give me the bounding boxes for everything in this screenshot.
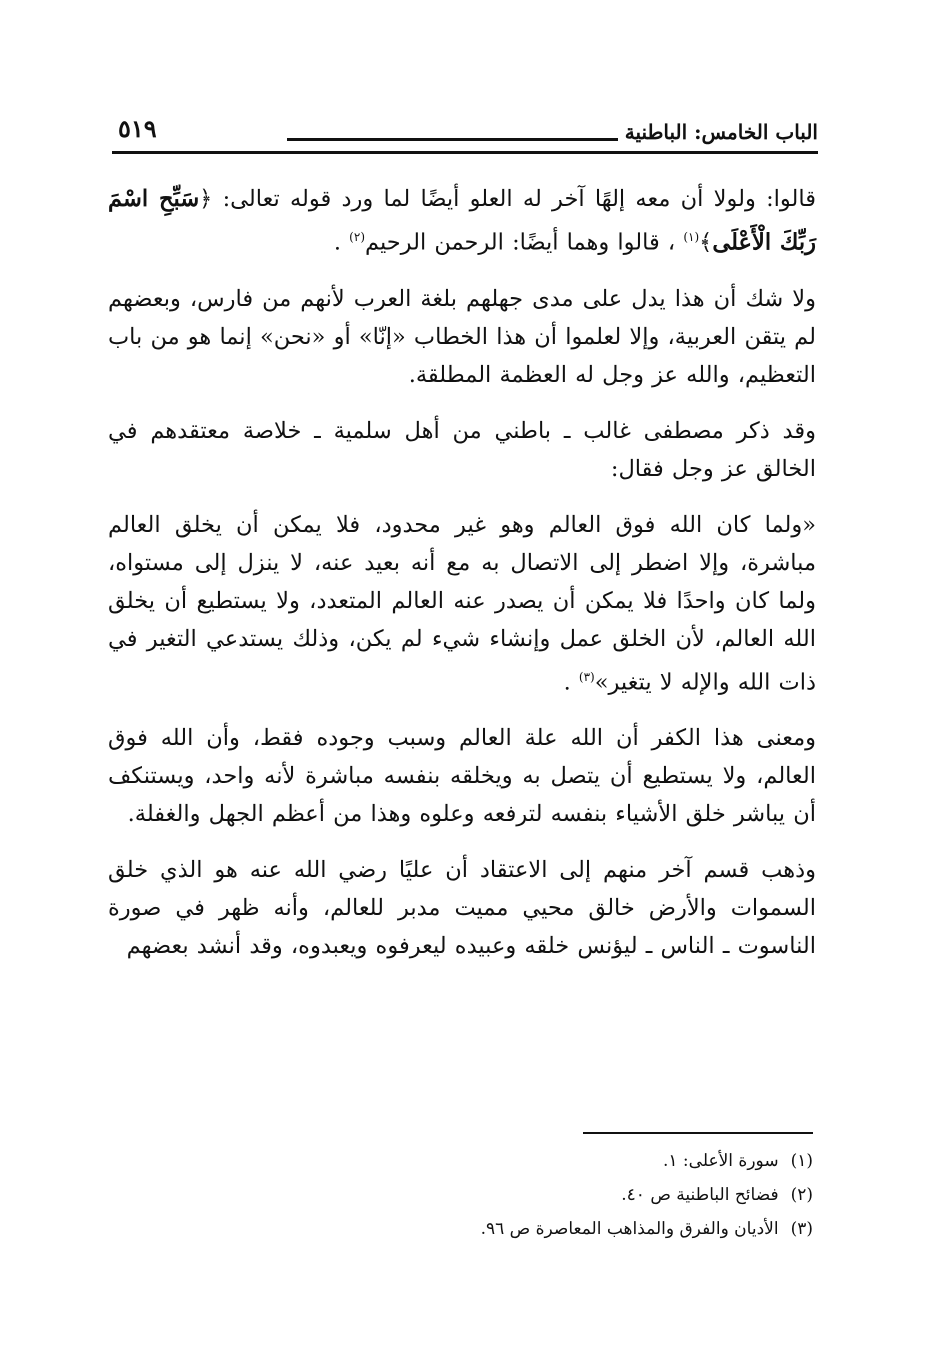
page-header (112, 108, 818, 154)
footnote-number: (٢) (790, 1185, 813, 1205)
footnote-number: (٣) (790, 1219, 813, 1239)
footnote-ref-1: (١) (683, 230, 700, 244)
chapter-title: الباب الخامس: الباطنية (624, 120, 818, 144)
quran-verse: سَبِّحِ اسْمَ رَبِّكَ الْأَعْلَى (108, 186, 816, 256)
paragraph-5: ومعنى هذا الكفر أن الله علة العالم وسبب وجوده فقط، وأن الله فوق العالم، ولا يستطيع أن يتصل به ويخلقه بنفسه مباشرة لأنه واحد، ويستنكف أن يباشر خلق الأشياء بنفسه لترفعه وعلوه وهذا من أعظم الجهل والغفلة. (108, 725, 816, 827)
page-number: ٥١٩ (118, 114, 157, 143)
paragraph-2: ولا شك أن هذا يدل على مدى جهلهم بلغة العرب لأنهم من فارس، وبعضهم لم يتقن العربية، وإلا لعلموا أن هذا الخطاب «إنّا» أو «نحن» إنما هو من باب التعظيم، والله عز وجل له العظمة المطلقة. (108, 285, 816, 388)
quran-bracket: ﴾ (699, 229, 713, 256)
quote-text: «ولما كان الله فوق العالم وهو غير محدود، فلا يمكن أن يخلق العالم مباشرة، وإلا اضطر إلى الاتصال به مع أنه بعيد عنه، لا ينزل إلى مستواه، ولما كان واحدًا فلا يمكن أن يصدر عنه العالم المتعدد، ولا يستطيع أن يخلق الله العالم، لأن الخلق عمل وإنشاء شيء لم يكن، وذلك يستدعي التغير في ذات الله والإله لا يتغير» (108, 511, 816, 695)
footnote-1 (313, 1144, 813, 1178)
paragraph-1 (108, 180, 816, 262)
footnote-text: سورة الأعلى: ١. (662, 1151, 779, 1171)
paragraph-6: وذهب قسم آخر منهم إلى الاعتقاد أن عليًا رضي الله عنه هو الذي خلق السموات والأرض خالق محيي مميت مدبر للعالم، وأنه ظهر في صورة الناسوت ـ الناس ـ ليؤنس خلقه وعبيده ليعرفوه ويعبدوه، وقد أنشد بعضهم (108, 857, 816, 959)
header-dash-line (287, 138, 618, 141)
paragraph-end: . (563, 669, 571, 695)
footnotes (313, 1144, 813, 1246)
main-text (108, 180, 816, 983)
paragraph-4-quote (108, 506, 816, 702)
paragraph-end: . (333, 229, 342, 256)
footnote-ref-3: (٣) (578, 669, 595, 684)
paragraph-text: ، قالوا وهما أيضًا: الرحمن الرحيم (365, 229, 676, 256)
footnote-text: الأديان والفرق والمذاهب المعاصرة ص ٩٦. (480, 1219, 779, 1239)
paragraph-text: قالوا: ولولا أن معه إلهًا آخر له العلو أيضًا لما ورد قوله تعالى: ﴿ (199, 186, 816, 212)
footnote-2 (313, 1178, 813, 1212)
header-rule (112, 151, 818, 154)
paragraph-3: وقد ذكر مصطفى غالب ـ باطني من أهل سلمية ـ خلاصة معتقدهم في الخالق عز وجل فقال: (108, 417, 816, 482)
footnote-text: فضائح الباطنية ص ٤٠. (621, 1185, 779, 1205)
footnote-3 (313, 1212, 813, 1246)
footnote-number: (١) (790, 1151, 813, 1171)
footnote-ref-2: (٢) (349, 230, 365, 244)
footnote-separator (583, 1132, 813, 1134)
